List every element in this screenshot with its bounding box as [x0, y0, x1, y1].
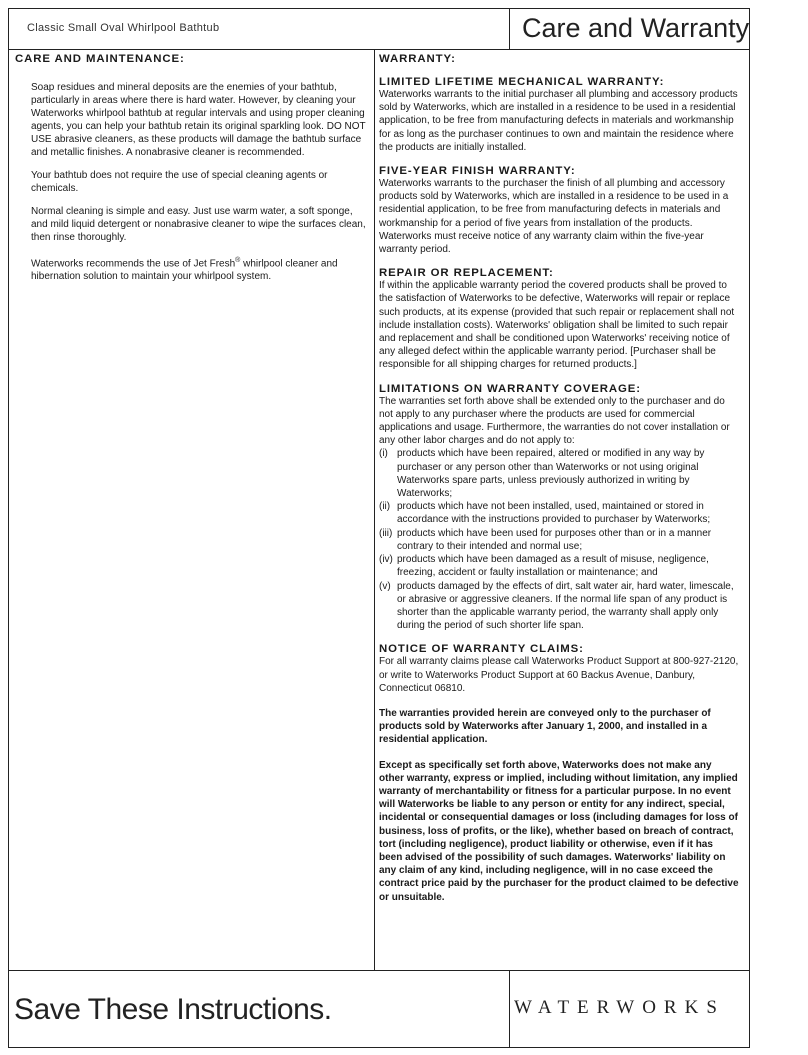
limitations-heading: LIMITATIONS ON WARRANTY COVERAGE: — [379, 382, 641, 395]
list-item — [379, 580, 739, 633]
list-item-text: products which have not been installed, used, maintained or stored in accordance with the instructions provided to purchaser by Waterworks; — [397, 501, 711, 526]
product-name: Classic Small Oval Whirlpool Bathtub — [27, 22, 220, 34]
care-paragraph-1: Soap residues and mineral deposits are the enemies of your bathtub, particularly in areas where there is hard water. However, by cleaning your Waterworks whirlpool bathtub at regular intervals and using proper cleaning agents, you can help your bathtub retain its original sparkling look. DO NOT USE abrasive cleaners, as these products will damage the bathtub surface and metallic finishes. A nonabrasive cleaner is recommended. — [31, 82, 366, 158]
warranty-column — [379, 53, 739, 904]
list-item-text: products which have been repaired, altered or modified in any way by purchaser or any person other than Waterworks or not using original Waterworks spare parts, unless previously authorized in writing by Waterworks; — [397, 448, 705, 500]
lifetime-warranty-text: Waterworks warrants to the initial purchaser all plumbing and accessory products sold by Waterworks, which are installed in a residence to be used in a residential application, to be free from manufacturing defects in materials and workmanship for as long as the purchaser continues to own and maintain the residence where the products are initially installed. — [379, 89, 738, 153]
save-instructions-text: Save These Instructions. — [14, 993, 332, 1026]
care-paragraph-3: Normal cleaning is simple and easy. Just use warm water, a soft sponge, and mild liquid detergent or nonabrasive cleaner to wipe the surfaces clean, then rinse thoroughly. — [31, 206, 366, 243]
registered-mark: ® — [235, 257, 241, 264]
footer-divider — [509, 971, 510, 1048]
care-paragraph-4 — [31, 254, 367, 283]
list-item-number: (i) — [379, 448, 388, 460]
list-item-text: products which have been used for purposes other than or in a manner contrary to their intended and normal use; — [397, 527, 712, 552]
page-footer — [9, 970, 749, 1048]
limitations-text: The warranties set forth above shall be extended only to the purchaser and do not apply to any purchaser where the products are used for commercial applications and usage. Furthermore, the warranties do not cover installation or any other labor charges and do not apply to: — [379, 395, 730, 447]
list-item — [379, 527, 739, 553]
list-item-text: products which have been damaged as a result of misuse, negligence, freezing, accident or faulty installation or maintenance; and — [397, 554, 709, 579]
brand-logo: WATERWORKS — [514, 997, 725, 1018]
finish-warranty-heading: FIVE-YEAR FINISH WARRANTY: — [379, 165, 576, 178]
column-divider — [374, 49, 375, 970]
list-item-text: products damaged by the effects of dirt, salt water air, hard water, limescale, or abrasive or aggressive cleaners. If the normal life span of any product is shorter than the applicable warranty period, the warranty shall apply only during the period of such shorter life span. — [397, 580, 734, 632]
limitations-list — [379, 447, 739, 632]
notice-heading: NOTICE OF WARRANTY CLAIMS: — [379, 643, 584, 656]
page-header — [9, 9, 749, 50]
header-divider — [509, 9, 510, 49]
purchaser-statement: The warranties provided herein are conveyed only to the purchaser of products sold by Waterworks after January 1, 2000, and installed in a residential application. — [379, 707, 711, 746]
care-column — [15, 53, 367, 293]
list-item — [379, 447, 739, 500]
care-paragraph-4-end: whirlpool cleaner and hibernation solution to maintain your whirlpool system. — [31, 258, 338, 283]
repair-heading: REPAIR OR REPLACEMENT: — [379, 267, 554, 280]
care-heading: CARE AND MAINTENANCE: — [15, 53, 185, 65]
document-title: Care and Warranty — [522, 13, 750, 43]
list-item — [379, 500, 739, 526]
notice-text: For all warranty claims please call Waterworks Product Support at 800-927-2120, or write to Waterworks Product Support at 60 Backus Avenue, Danbury, Connecticut 06810. — [379, 656, 739, 694]
list-item-number: (iv) — [379, 554, 393, 566]
warranty-heading: WARRANTY: — [379, 53, 456, 65]
finish-warranty-text: Waterworks warrants to the purchaser the finish of all plumbing and accessory products sold by Waterworks, which are installed in a residence to be used in a residential application, to be free from manufacturing defects in materials and workmanship for a period of five years from installation of the products. Waterworks must receive notice of any warranty claim within the five-year warranty period. — [379, 178, 729, 256]
disclaimer-statement: Except as specifically set forth above, Waterworks does not make any other warranty, express or implied, including without limitation, any implied warranty of merchantability or fitness for a particular purpose. In no event will Waterworks be liable to any person or entity for any indirect, special, incidental or consequential damages or loss (including damages for loss of business, loss of profits, or the like), whether based on breach of contract, tort (including negligence), product liability or otherwise, even if it has been advised of the possibility of such damages. Waterworks' liability on any claim of any kind, including negligence, will in no case exceed the contract price paid by the purchaser for the product claimed to be defective or unsuitable. — [379, 759, 739, 903]
care-paragraph-2: Your bathtub does not require the use of special cleaning agents or chemicals. — [31, 170, 328, 194]
list-item — [379, 553, 739, 579]
list-item-number: (iii) — [379, 527, 393, 539]
document-frame — [8, 8, 750, 1048]
list-item-number: (ii) — [379, 501, 391, 513]
lifetime-warranty-heading: LIMITED LIFETIME MECHANICAL WARRANTY: — [379, 76, 665, 88]
care-paragraph-4-start: Waterworks recommends the use of Jet Fresh — [31, 258, 236, 270]
repair-text: If within the applicable warranty period the covered products shall be proved to the satisfaction of Waterworks to be defective, Waterworks will repair or replace such products, at its expense (provided that such repair or replacement shall not include installation costs). Waterworks' obligation shall be limited to such repair and replacement and shall be conditioned upon Waterworks' receiving notice of any alleged defect within the applicable warranty period. [Purchaser shall be responsible for all shipping charges for returned products.] — [379, 280, 735, 371]
list-item-number: (v) — [379, 580, 391, 592]
